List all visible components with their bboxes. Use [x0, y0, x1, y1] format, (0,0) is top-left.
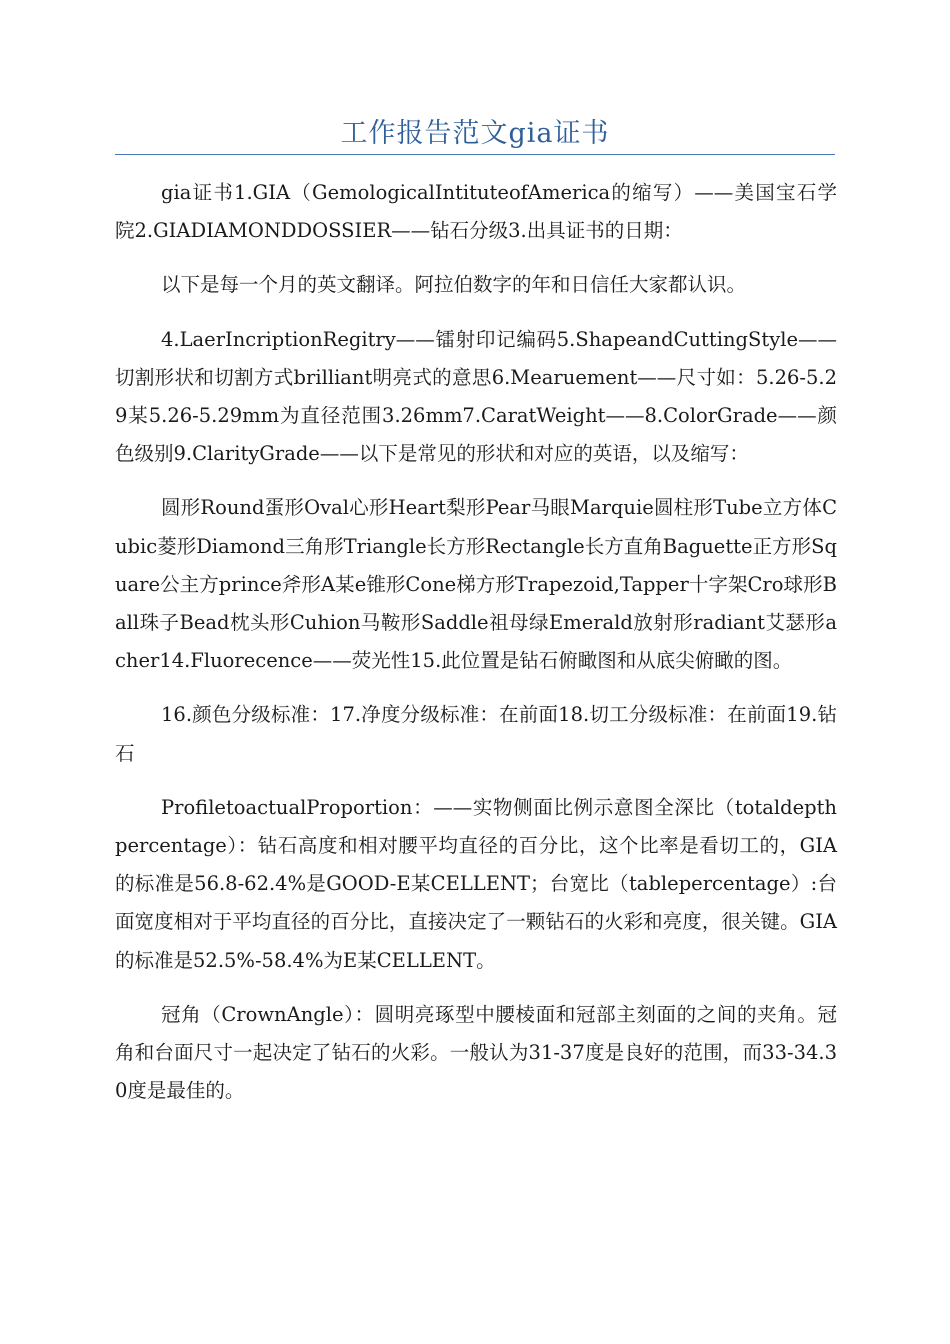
paragraph-intro: gia证书1.GIA（GemologicalIntituteofAmerica的缩写）——美国宝石学院2.GIADIAMONDDOSSIER——钻石分级3.出具证书的日期： [115, 181, 837, 243]
paragraph-grading-standards: 16.颜色分级标准：17.净度分级标准：在前面18.切工分级标准：在前面19.钻石 [115, 703, 837, 765]
paragraph-month-translation: 以下是每一个月的英文翻译。阿拉伯数字的年和日信任大家都认识。 [161, 273, 747, 297]
document-body [115, 174, 837, 1126]
paragraph-shapes: 圆形Round蛋形Oval心形Heart梨形Pear马眼Marquie圆柱形Tube立方体Cubic菱形Diamond三角形Triangle长方形Rectangle长方直角Baguette正方形Square公主方prince斧形A某e锥形Cone梯方形Trapezoid,Tapper十字架Cro球形Ball珠子Bead枕头形Cuhion马鞍形Saddle祖母绿Emerald放射形radiant艾瑟形acher14.Fluorecence——荧光性15.此位置是钻石俯瞰图和从底尖俯瞰的图。 [115, 496, 837, 673]
title-underline [115, 154, 835, 155]
paragraph-proportions: ProfiletoactualProportion：——实物侧面比例示意图全深比（totaldepthpercentage）：钻石高度和相对腰平均直径的百分比，这个比率是看切工的，GIA的标准是56.8-62.4%是GOOD-E某CELLENT；台宽比（tablepercentage）:台面宽度相对于平均直径的百分比，直接决定了一颗钻石的火彩和亮度，很关键。GIA的标准是52.5%-58.4%为E某CELLENT。 [115, 795, 837, 972]
paragraph-certificate-fields: 4.LaerIncriptionRegitry——镭射印记编码5.ShapeandCuttingStyle——切割形状和切割方式brilliant明亮式的意思6.Mearuement——尺寸如：5.26-5.29某5.26-5.29mm为直径范围3.26mm7.CaratWeight——8.ColorGrade——颜色级别9.ClarityGrade——以下是常见的形状和对应的英语，以及缩写： [115, 327, 837, 466]
paragraph-crown-angle: 冠角（CrownAngle）：圆明亮琢型中腰棱面和冠部主刻面的之间的夹角。冠角和台面尺寸一起决定了钻石的火彩。一般认为31-37度是良好的范围，而33-34.30度是最佳的。 [115, 1002, 837, 1103]
page-title: 工作报告范文gia证书 [340, 118, 610, 149]
